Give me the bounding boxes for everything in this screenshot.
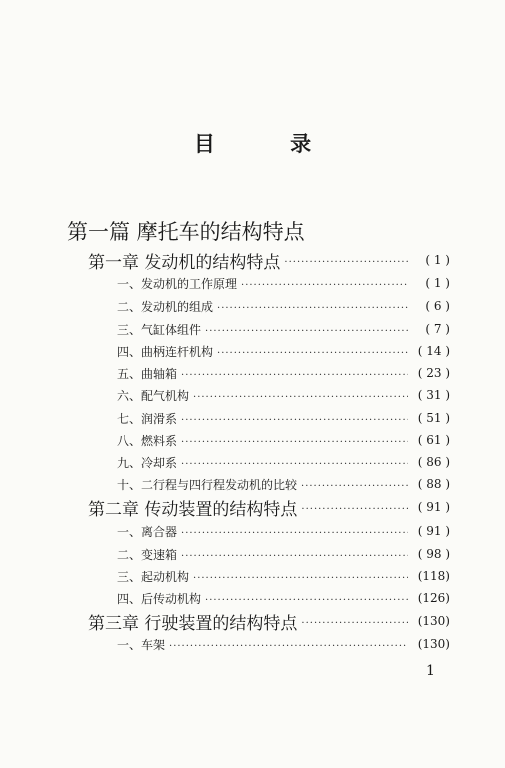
toc-page-number: ( 91 )	[417, 524, 450, 538]
leader-dots	[193, 573, 408, 584]
toc-page-number: ( 86 )	[417, 455, 450, 469]
toc-section[interactable]	[117, 566, 450, 586]
toc-page-number: ( 7 )	[425, 322, 450, 336]
toc-section-label: 一、发动机的工作原理	[117, 276, 238, 291]
leader-dots	[181, 551, 408, 562]
toc-section-label: 十、二行程与四行程发动机的比较	[117, 477, 298, 492]
toc-page-number: (118)	[417, 569, 450, 583]
toc-section[interactable]	[117, 544, 450, 564]
leader-dots	[284, 257, 408, 268]
leader-dots	[301, 481, 408, 492]
leader-dots	[181, 459, 408, 470]
leader-dots	[169, 641, 408, 652]
toc-page-number: (130)	[417, 637, 450, 651]
toc-section[interactable]	[117, 341, 450, 361]
toc-page-number: ( 51 )	[417, 411, 450, 425]
toc-chapter-label: 第二章 传动装置的结构特点	[88, 499, 298, 520]
toc-page-number: ( 1 )	[425, 276, 450, 290]
toc-page-number: ( 91 )	[417, 500, 450, 514]
leader-dots	[181, 415, 408, 426]
toc-chapter-3[interactable]	[88, 609, 450, 633]
part-heading: 第一篇 摩托车的结构特点	[67, 220, 305, 244]
toc-page-number: ( 88 )	[417, 477, 450, 491]
toc-page-number: ( 6 )	[425, 299, 450, 313]
leader-dots	[301, 504, 408, 515]
toc-page-number: ( 98 )	[417, 547, 450, 561]
toc-page-number: ( 1 )	[425, 253, 450, 267]
leader-dots	[301, 618, 408, 629]
toc-section-label: 一、离合器	[117, 524, 178, 539]
page-title: 目 录	[193, 131, 346, 156]
toc-section[interactable]	[117, 474, 450, 494]
toc-chapter-1[interactable]	[88, 248, 450, 272]
toc-page-number: ( 14 )	[417, 344, 450, 358]
toc-section-label: 三、气缸体组件	[117, 322, 202, 337]
toc-page-number: (126)	[417, 591, 450, 605]
toc-chapter-label: 第一章 发动机的结构特点	[88, 252, 281, 273]
toc-section-label: 九、冷却系	[117, 455, 178, 470]
toc-section-label: 二、变速箱	[117, 547, 178, 562]
toc-chapter-2[interactable]	[88, 495, 450, 519]
leader-dots	[217, 303, 408, 314]
toc-section[interactable]	[117, 319, 450, 339]
toc-section[interactable]	[117, 634, 450, 654]
toc-section-label: 三、起动机构	[117, 569, 190, 584]
toc-section-label: 四、后传动机构	[117, 591, 202, 606]
toc-page-number: ( 31 )	[417, 388, 450, 402]
toc-section-label: 七、润滑系	[117, 411, 178, 426]
toc-section-label: 四、曲柄连杆机构	[117, 344, 214, 359]
toc-section-label: 二、发动机的组成	[117, 299, 214, 314]
leader-dots	[181, 528, 408, 539]
page-number: 1	[426, 663, 435, 679]
toc-section[interactable]	[117, 521, 450, 541]
leader-dots	[205, 595, 408, 606]
toc-section[interactable]	[117, 273, 450, 293]
toc-page-number: ( 61 )	[417, 433, 450, 447]
toc-section-label: 五、曲轴箱	[117, 366, 178, 381]
leader-dots	[181, 370, 408, 381]
toc-page-number: (130)	[417, 614, 450, 628]
toc-section[interactable]	[117, 430, 450, 450]
toc-section[interactable]	[117, 588, 450, 608]
toc-section-label: 八、燃料系	[117, 433, 178, 448]
toc-section[interactable]	[117, 363, 450, 383]
toc-section[interactable]	[117, 296, 450, 316]
leader-dots	[205, 326, 408, 337]
toc-section-label: 六、配气机构	[117, 388, 190, 403]
toc-section[interactable]	[117, 452, 450, 472]
toc-chapter-label: 第三章 行驶装置的结构特点	[88, 613, 298, 634]
toc-page-number: ( 23 )	[417, 366, 450, 380]
toc-section-label: 一、车架	[117, 637, 166, 652]
leader-dots	[181, 437, 408, 448]
toc-section[interactable]	[117, 385, 450, 405]
leader-dots	[241, 280, 408, 291]
leader-dots	[217, 348, 408, 359]
toc-section[interactable]	[117, 408, 450, 428]
leader-dots	[193, 392, 408, 403]
